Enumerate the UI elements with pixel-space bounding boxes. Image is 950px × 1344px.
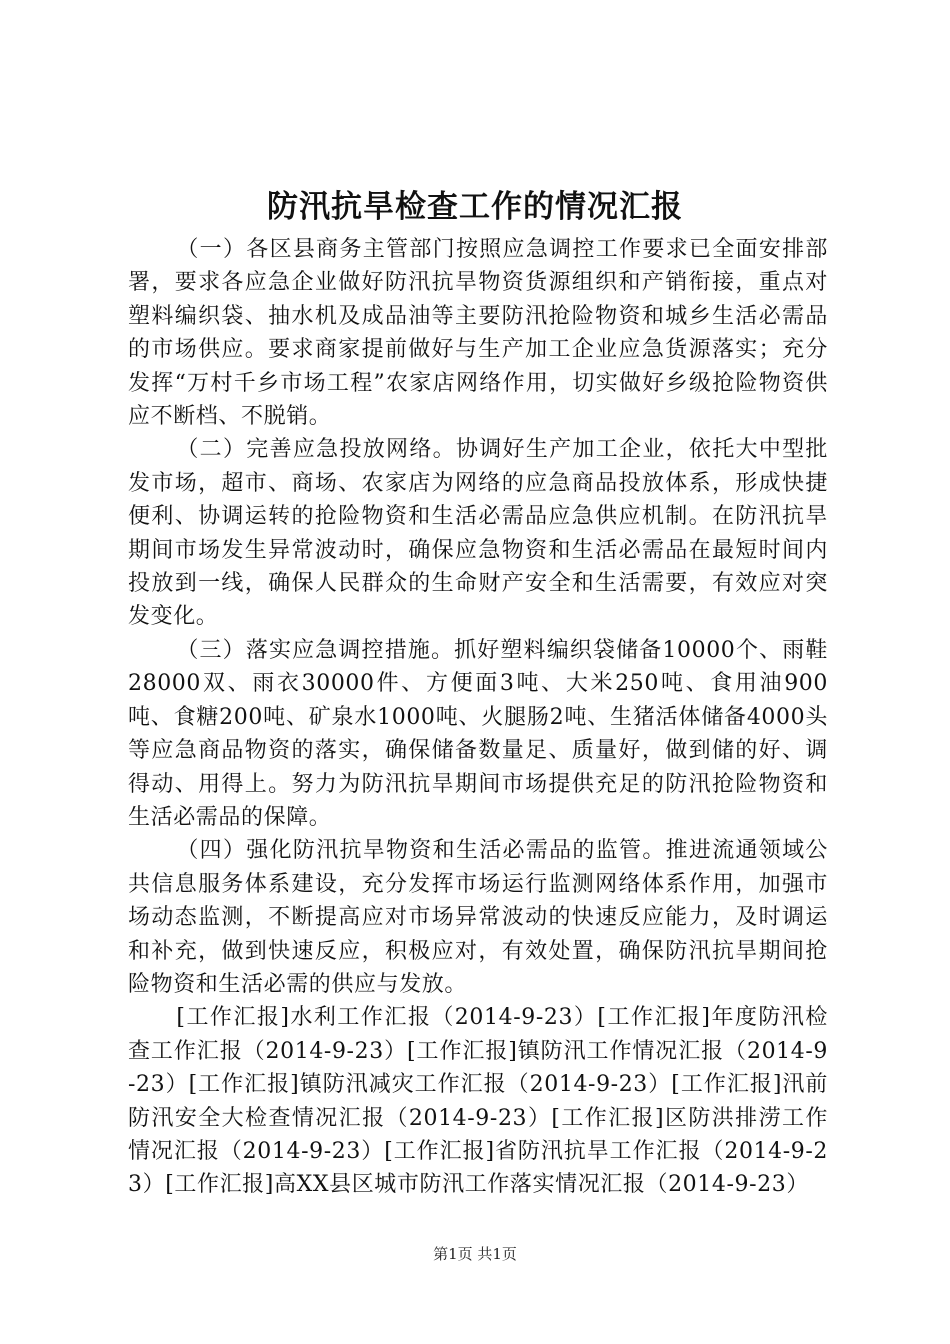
document-body xyxy=(128,233,828,1202)
paragraph-1: （一）各区县商务主管部门按照应急调控工作要求已全面安排部署，要求各应急企业做好防汛抗旱物资货源组织和产销衔接，重点对塑料编织袋、抽水机及成品油等主要防汛抢险物资和城乡生活必需品的市场供应。要求商家提前做好与生产加工企业应急货源落实；充分发挥“万村千乡市场工程”农家店网络作用，切实做好乡级抢险物资供应不断档、不脱销。 xyxy=(128,237,828,430)
paragraph-4: （四）强化防汛抗旱物资和生活必需品的监管。推进流通领域公共信息服务体系建设，充分发挥市场运行监测网络体系作用，加强市场动态监测，不断提高应对市场异常波动的快速反应能力，及时调运和补充，做到快速反应，积极应对，有效处置，确保防汛抗旱期间抢险物资和生活必需的供应与发放。 xyxy=(128,838,828,997)
paragraph-2: （二）完善应急投放网络。协调好生产加工企业，依托大中型批发市场，超市、商场、农家店为网络的应急商品投放体系，形成快捷便利、协调运转的抢险物资和生活必需品应急供应机制。在防汛抗旱期间市场发生异常波动时，确保应急物资和生活必需品在最短时间内投放到一线，确保人民群众的生命财产安全和生活需要，有效应对突发变化。 xyxy=(128,437,828,630)
document-title: 防汛抗旱检查工作的情况汇报 xyxy=(267,189,683,225)
page-footer: 第1页 共1页 xyxy=(433,1245,517,1263)
related-reports-list: [工作汇报]水利工作汇报（2014-9-23）[工作汇报]年度防汛检查工作汇报（2014-9-23）[工作汇报]镇防汛工作情况汇报（2014-9-23）[工作汇报]镇防汛减灾工作汇报（2014-9-23）[工作汇报]汛前防汛安全大检查情况汇报（2014-9-23）[工作汇报]区防洪排涝工作情况汇报（2014-9-23）[工作汇报]省防汛抗旱工作汇报（2014-9-23）[工作汇报]高XX县区城市防汛工作落实情况汇报（2014-9-23） xyxy=(128,1005,828,1198)
paragraph-3: （三）落实应急调控措施。抓好塑料编织袋储备10000个、雨鞋28000双、雨衣30000件、方便面3吨、大米250吨、食用油900吨、食糖200吨、矿泉水1000吨、火腿肠2吨、生猪活体储备4000头等应急商品物资的落实，确保储备数量足、质量好，做到储的好、调得动、用得上。努力为防汛抗旱期间市场提供充足的防汛抢险物资和生活必需品的保障。 xyxy=(128,637,828,830)
